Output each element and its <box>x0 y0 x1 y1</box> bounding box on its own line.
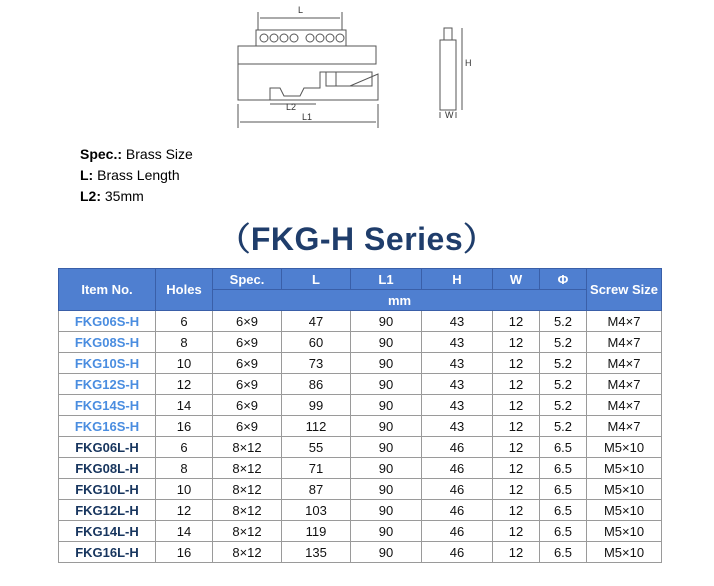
cell-h: 43 <box>422 332 493 353</box>
cell-item: FKG16S-H <box>59 416 156 437</box>
cell-h: 43 <box>422 353 493 374</box>
cell-spec: 8×12 <box>213 542 282 563</box>
table-row <box>59 353 662 374</box>
cell-l: 73 <box>282 353 351 374</box>
cell-screw: M5×10 <box>587 500 662 521</box>
cell-holes: 6 <box>156 437 213 458</box>
cell-spec: 6×9 <box>213 311 282 332</box>
cell-l1: 90 <box>351 416 422 437</box>
cell-phi: 6.5 <box>540 479 587 500</box>
cell-spec: 6×9 <box>213 353 282 374</box>
table-row <box>59 311 662 332</box>
cell-holes: 16 <box>156 416 213 437</box>
dim-W-label: W <box>445 110 454 120</box>
dim-L2-label: L2 <box>286 102 297 112</box>
cell-h: 43 <box>422 395 493 416</box>
cell-l1: 90 <box>351 437 422 458</box>
cell-holes: 8 <box>156 332 213 353</box>
cell-phi: 5.2 <box>540 311 587 332</box>
cell-screw: M4×7 <box>587 395 662 416</box>
cell-holes: 14 <box>156 395 213 416</box>
cell-spec: 8×12 <box>213 521 282 542</box>
cell-l1: 90 <box>351 500 422 521</box>
cell-spec: 8×12 <box>213 500 282 521</box>
cell-l: 55 <box>282 437 351 458</box>
cell-w: 12 <box>493 395 540 416</box>
cell-screw: M5×10 <box>587 521 662 542</box>
dim-L-label: L <box>298 5 304 15</box>
cell-spec: 6×9 <box>213 374 282 395</box>
cell-screw: M5×10 <box>587 479 662 500</box>
table-row <box>59 458 662 479</box>
table-row <box>59 479 662 500</box>
cell-l: 87 <box>282 479 351 500</box>
spec-note-l: L: Brass Length <box>80 167 180 183</box>
spec-note-spec: Spec.: Brass Size <box>80 146 193 162</box>
cell-l: 47 <box>282 311 351 332</box>
cell-item: FKG12L-H <box>59 500 156 521</box>
cell-l: 71 <box>282 458 351 479</box>
header-unit: mm <box>213 290 587 311</box>
cell-h: 46 <box>422 437 493 458</box>
cell-w: 12 <box>493 479 540 500</box>
cell-phi: 6.5 <box>540 542 587 563</box>
table-row <box>59 416 662 437</box>
cell-spec: 8×12 <box>213 479 282 500</box>
cell-phi: 6.5 <box>540 500 587 521</box>
cell-spec: 8×12 <box>213 458 282 479</box>
cell-h: 46 <box>422 542 493 563</box>
cell-l1: 90 <box>351 521 422 542</box>
cell-w: 12 <box>493 500 540 521</box>
cell-l: 99 <box>282 395 351 416</box>
dim-L1-label: L1 <box>302 112 313 122</box>
header-w: W <box>493 269 540 290</box>
cell-w: 12 <box>493 311 540 332</box>
cell-phi: 5.2 <box>540 395 587 416</box>
cell-spec: 6×9 <box>213 395 282 416</box>
cell-h: 46 <box>422 458 493 479</box>
dim-H-label: H <box>465 58 472 68</box>
header-spec: Spec. <box>213 269 282 290</box>
cell-phi: 6.5 <box>540 521 587 542</box>
cell-spec: 6×9 <box>213 332 282 353</box>
cell-item: FKG08S-H <box>59 332 156 353</box>
cell-l1: 90 <box>351 458 422 479</box>
table-row <box>59 374 662 395</box>
table-row <box>59 437 662 458</box>
cell-holes: 14 <box>156 521 213 542</box>
cell-item: FKG12S-H <box>59 374 156 395</box>
cell-item: FKG16L-H <box>59 542 156 563</box>
cell-l: 60 <box>282 332 351 353</box>
cell-l1: 90 <box>351 311 422 332</box>
cell-item: FKG06L-H <box>59 437 156 458</box>
cell-h: 43 <box>422 416 493 437</box>
cell-holes: 12 <box>156 374 213 395</box>
cell-w: 12 <box>493 458 540 479</box>
cell-l: 103 <box>282 500 351 521</box>
cell-screw: M5×10 <box>587 458 662 479</box>
cell-item: FKG14S-H <box>59 395 156 416</box>
cell-phi: 5.2 <box>540 416 587 437</box>
cell-w: 12 <box>493 437 540 458</box>
cell-w: 12 <box>493 416 540 437</box>
cell-h: 46 <box>422 521 493 542</box>
cell-w: 12 <box>493 521 540 542</box>
spec-notes <box>80 144 193 207</box>
table-row <box>59 521 662 542</box>
cell-phi: 5.2 <box>540 374 587 395</box>
cell-phi: 6.5 <box>540 437 587 458</box>
cell-phi: 6.5 <box>540 458 587 479</box>
cell-l: 112 <box>282 416 351 437</box>
cell-holes: 12 <box>156 500 213 521</box>
cell-l1: 90 <box>351 353 422 374</box>
cell-screw: M5×10 <box>587 542 662 563</box>
cell-l1: 90 <box>351 332 422 353</box>
cell-screw: M4×7 <box>587 332 662 353</box>
header-item-no: Item No. <box>59 269 156 311</box>
table-row <box>59 542 662 563</box>
cell-item: FKG14L-H <box>59 521 156 542</box>
cell-h: 46 <box>422 479 493 500</box>
cell-l: 135 <box>282 542 351 563</box>
cell-screw: M4×7 <box>587 416 662 437</box>
cell-screw: M5×10 <box>587 437 662 458</box>
series-title: （FKG-H Series） <box>218 221 496 257</box>
cell-w: 12 <box>493 542 540 563</box>
cell-item: FKG08L-H <box>59 458 156 479</box>
header-h: H <box>422 269 493 290</box>
cell-w: 12 <box>493 353 540 374</box>
cell-l1: 90 <box>351 374 422 395</box>
cell-phi: 5.2 <box>540 332 587 353</box>
cell-l: 119 <box>282 521 351 542</box>
cell-h: 46 <box>422 500 493 521</box>
table-row <box>59 395 662 416</box>
cell-holes: 10 <box>156 353 213 374</box>
cell-item: FKG10S-H <box>59 353 156 374</box>
cell-spec: 6×9 <box>213 416 282 437</box>
header-l1: L1 <box>351 269 422 290</box>
cell-l: 86 <box>282 374 351 395</box>
cell-holes: 16 <box>156 542 213 563</box>
cell-item: FKG10L-H <box>59 479 156 500</box>
cell-w: 12 <box>493 332 540 353</box>
cell-h: 43 <box>422 374 493 395</box>
table-row <box>59 332 662 353</box>
cell-holes: 8 <box>156 458 213 479</box>
cell-holes: 10 <box>156 479 213 500</box>
cell-item: FKG06S-H <box>59 311 156 332</box>
cell-l1: 90 <box>351 395 422 416</box>
cell-screw: M4×7 <box>587 311 662 332</box>
header-phi: Φ <box>540 269 587 290</box>
cell-holes: 6 <box>156 311 213 332</box>
cell-screw: M4×7 <box>587 374 662 395</box>
header-l: L <box>282 269 351 290</box>
cell-phi: 5.2 <box>540 353 587 374</box>
cell-h: 43 <box>422 311 493 332</box>
cell-l1: 90 <box>351 479 422 500</box>
cell-l1: 90 <box>351 542 422 563</box>
header-holes: Holes <box>156 269 213 311</box>
side-view-drawing <box>430 20 480 120</box>
spec-table <box>58 268 662 563</box>
table-row <box>59 500 662 521</box>
header-screw-size: Screw Size <box>587 269 662 311</box>
cell-spec: 8×12 <box>213 437 282 458</box>
spec-note-l2: L2: 35mm <box>80 188 144 204</box>
cell-screw: M4×7 <box>587 353 662 374</box>
cell-w: 12 <box>493 374 540 395</box>
